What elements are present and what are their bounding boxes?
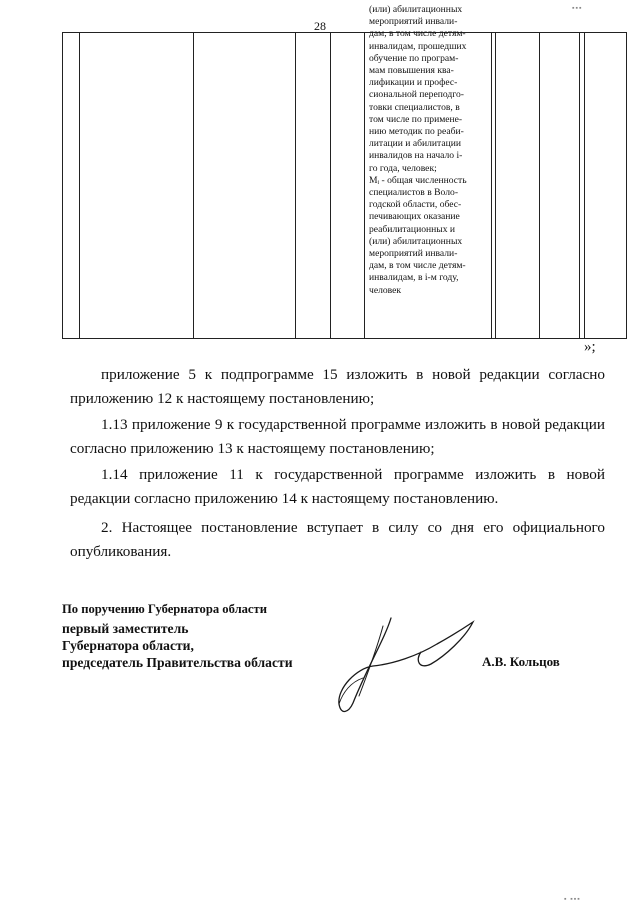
paragraph-appendix-5: приложение 5 к подпрограмме 15 изложить в новой редакции согласно приложению 12 к настоящему постановлению;: [70, 366, 605, 407]
table-cell-line: мам повышения ква-: [369, 65, 454, 77]
table-cell-line: том числе по примене-: [369, 113, 463, 125]
table-cell-line: Mᵢ - общая численность: [369, 174, 467, 186]
table-column-divider: [330, 33, 331, 338]
table-column-divider: [79, 33, 80, 338]
table-border-left: [62, 33, 63, 338]
table-column-divider: [193, 33, 194, 338]
table-column-divider: [491, 33, 492, 338]
table-cell-line: обучение по програм-: [369, 52, 459, 64]
table-cell-line: инвалидов на начало i-: [369, 150, 463, 162]
paragraph-1-13: 1.13 приложение 9 к государственной программе изложить в новой редакции согласно приложению 13 к настоящему постановлению;: [70, 416, 605, 457]
table-cell-line: мероприятий инвали-: [369, 248, 458, 260]
table-cell-line: сиональной переподго-: [369, 89, 464, 101]
table-border-right: [626, 33, 627, 338]
scan-artifact: ▪▪▪: [572, 4, 583, 12]
table-column-divider: [495, 33, 496, 338]
table-column-divider: [584, 33, 585, 338]
table-cell-line: дам, в том числе детям-: [369, 260, 466, 272]
table-column-divider: [539, 33, 540, 338]
table-cell-line: нию методик по реаби-: [369, 126, 464, 138]
table-column-divider: [295, 33, 296, 338]
signature-line-position: первый заместитель: [62, 621, 189, 636]
table-cell-line: товки специалистов, в: [369, 101, 460, 113]
table-cell-text: [369, 4, 476, 297]
table-cell-line: инвалидам, в i-м году,: [369, 272, 459, 284]
table-cell-line: человек: [369, 284, 402, 296]
paragraph-1-14: 1.14 приложение 11 к государственной программе изложить в новой редакции согласно приложению 14 к настоящему постановлению.: [70, 466, 605, 507]
table-column-divider: [579, 33, 580, 338]
table-cell-line: (или) абилитационных: [369, 235, 463, 247]
table-cell-line: мероприятий инвали-: [369, 16, 458, 28]
signature-line-chairman: председатель Правительства области: [62, 655, 293, 670]
table-cell-line: лификации и профес-: [369, 77, 458, 89]
table-cell-line: реабилитационных и: [369, 223, 456, 235]
table-cell-line: (или) абилитационных: [369, 4, 463, 15]
signatory-name: А.В. Кольцов: [482, 654, 560, 669]
table-fragment: [62, 32, 627, 339]
closing-quote: »;: [584, 339, 596, 355]
table-cell-line: годской области, обес-: [369, 199, 462, 211]
signature-line-on-behalf: По поручению Губернатора области: [62, 602, 267, 616]
table-cell-line: дам, в том числе детям-: [369, 28, 466, 40]
table-cell-line: литации и абилитации: [369, 138, 461, 150]
handwritten-signature-icon: [333, 608, 483, 718]
table-cell-line: печивающих оказание: [369, 211, 460, 223]
scan-artifact: ▪ ▪▪▪: [564, 895, 581, 903]
page-number: 28: [314, 19, 326, 33]
table-cell-line: инвалидам, прошедших: [369, 40, 467, 52]
table-column-divider: [364, 33, 365, 338]
signature-line-governor: Губернатора области,: [62, 638, 194, 653]
paragraph-effective-date: 2. Настоящее постановление вступает в силу со дня его официального опубликования.: [70, 519, 605, 560]
table-cell-line: го года, человек;: [369, 162, 437, 174]
table-cell-line: специалистов в Воло-: [369, 187, 459, 199]
